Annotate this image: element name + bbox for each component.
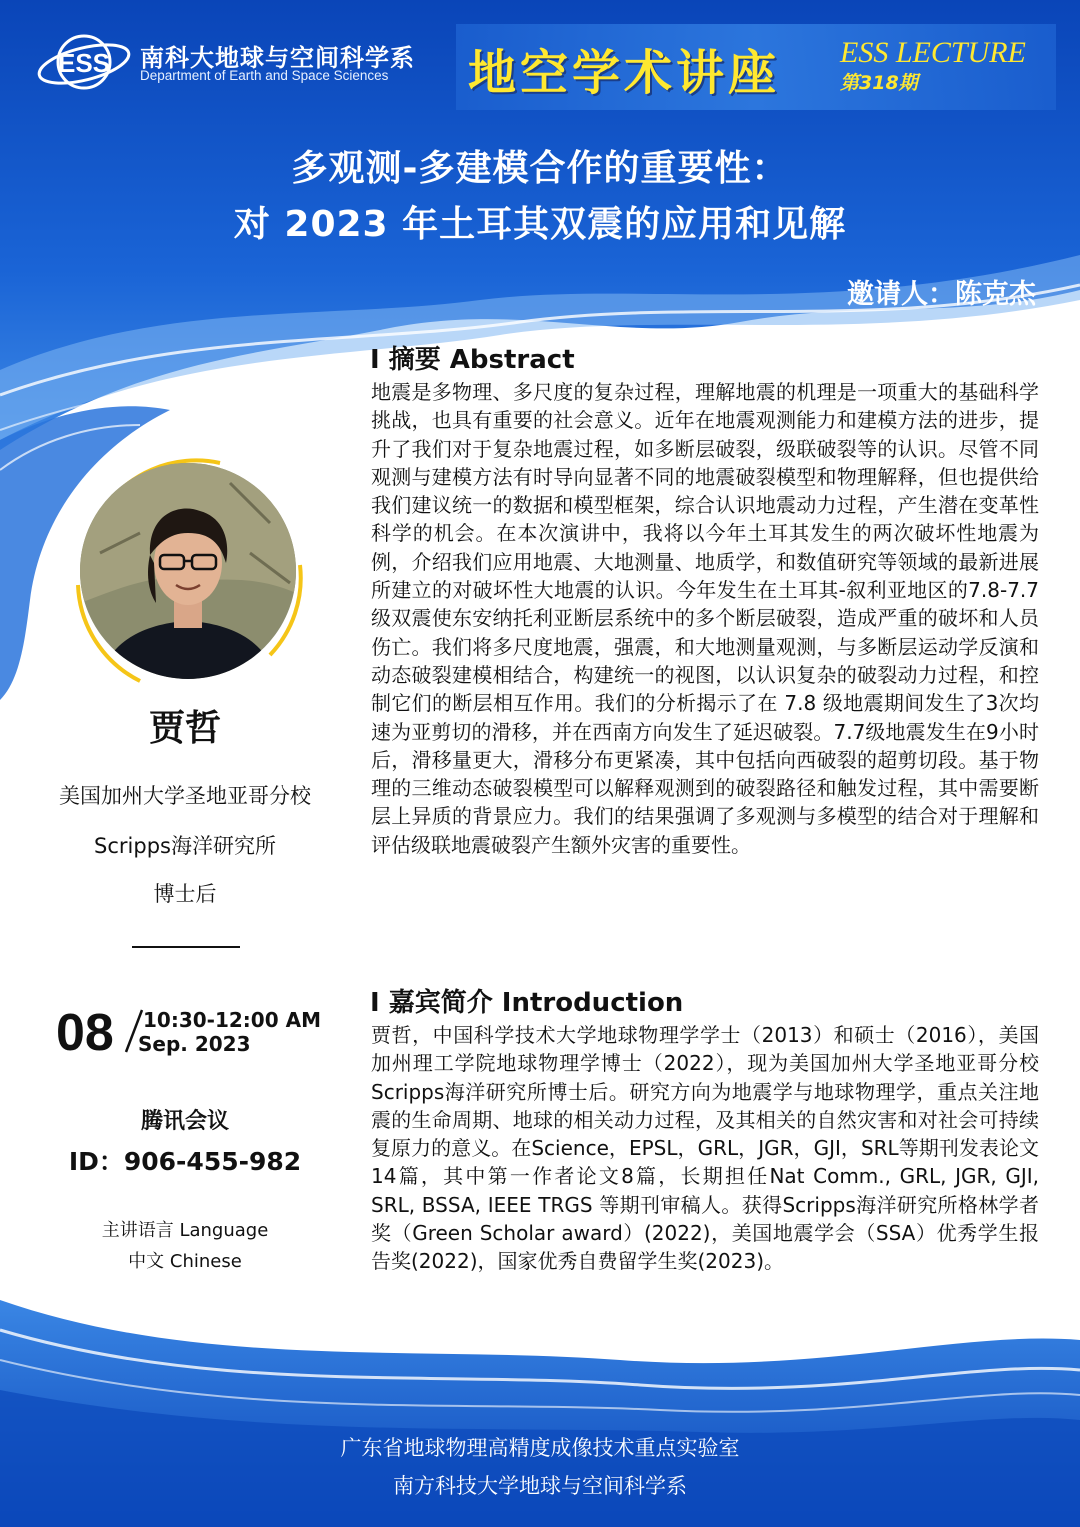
speaker-affiliation-institute: Scripps海洋研究所 (94, 834, 276, 858)
event-time: 10:30-12:00 AM (143, 1008, 321, 1032)
language-value: 中文 Chinese (128, 1251, 242, 1272)
lecture-series-title: 地空学术讲座 (468, 45, 781, 101)
speaker-affiliation-university: 美国加州大学圣地亚哥分校 (59, 784, 311, 808)
speaker-position: 博士后 (153, 882, 217, 906)
introduction-text: 贾哲，中国科学技术大学地球物理学学士（2013）和硕士（2016），美国加州理工学院地球物理学博士（2022），现为美国加州大学圣地亚哥分校Scripps海洋研究所博士后。研究方向为地震学与地球物理学，重点关注地震的生命周期、地球的相关动力过程，及其相关的自然灾害和对社会可持续复原力的意义。在Science，EPSL，GRL，JGR，GJI，SRL等期刊发表论文14篇，其中第一作者论文8篇，长期担任Nat Comm., GRL, JGR, GJI, SRL, BSSA, IEEE TRGS 等期刊审稿人。获得Scripps海洋研究所格林学者奖（Green Scholar award）(2022)，美国地震学会（SSA）优秀学生报告奖(2022)，国家优秀自费留学生奖(2023)。 (371, 1023, 1039, 1274)
speaker-portrait-icon (80, 463, 296, 679)
talk-title-line1: 多观测-多建模合作的重要性： (291, 148, 789, 189)
ess-globe-logo-icon (34, 30, 134, 94)
speaker-name: 贾哲 (148, 708, 221, 749)
event-day: 08 (56, 1004, 114, 1062)
lecture-issue-number: 第318期 (840, 72, 918, 94)
footer-lab-name: 广东省地球物理高精度成像技术重点实验室 (340, 1436, 740, 1460)
talk-title-line2: 对 2023 年土耳其双震的应用和见解 (233, 204, 847, 245)
footer-department-name: 南方科技大学地球与空间科学系 (393, 1474, 687, 1498)
divider (132, 946, 240, 948)
department-name-en: Department of Earth and Space Sciences (140, 68, 389, 83)
meeting-platform: 腾讯会议 (140, 1109, 229, 1134)
lecture-series-title-en: ESS LECTURE (840, 36, 1026, 69)
abstract-text: 地震是多物理、多尺度的复杂过程，理解地震的机理是一项重大的基础科学挑战，也具有重要的社会意义。近年在地震观测能力和建模方法的进步，提升了我们对于复杂地震过程，如多断层破裂，级联破裂等的认识。尽管不同观测与建模方法有时导向显著不同的地震破裂模型和物理解释，但也提供给我们建议统一的数据和模型框架，综合认识地震动力过程，产生潜在变革性科学的机会。在本次演讲中，我将以今年土耳其发生的两次破坏性地震为例，介绍我们应用地震、大地测量、地质学，和数值研究等领域的最新进展所建立的对破坏性大地震的认识。今年发生在土耳其-叙利亚地区的7.8-7.7级双震使东安纳托利亚断层系统中的多个断层破裂，造成严重的破坏和人员伤亡。我们将多尺度地震，强震，和大地测量观测，与多断层运动学反演和动态破裂建模相结合，构建统一的视图，以认识复杂的破裂动力过程，和控制它们的断层相互作用。我们的分析揭示了在 7.8 级地震期间发生了3次均速为亚剪切的滑移，并在西南方向发生了延迟破裂。7.7级地震发生在9小时后，滑移量更大，滑移分布更紧凑，其中包括向西破裂的超剪切段。基于物理的三维动态破裂模型可以解释观测到的破裂路径和触发过程，其中需要断层上异质的背景应力。我们的结果强调了多观测与多模型的结合对于理解和评估级联地震破裂产生额外灾害的重要性。 (371, 380, 1039, 857)
department-name-cn: 南科大地球与空间科学系 (140, 44, 415, 72)
inviter: 邀请人：陈克杰 (847, 279, 1036, 310)
introduction-heading: I 嘉宾简介 Introduction (370, 988, 684, 1018)
event-month-year: Sep. 2023 (138, 1032, 251, 1056)
logo-text: ESS (57, 48, 111, 78)
abstract-heading: I 摘要 Abstract (370, 345, 575, 375)
meeting-id: ID：906-455-982 (68, 1147, 302, 1176)
language-label: 主讲语言 Language (101, 1220, 269, 1241)
